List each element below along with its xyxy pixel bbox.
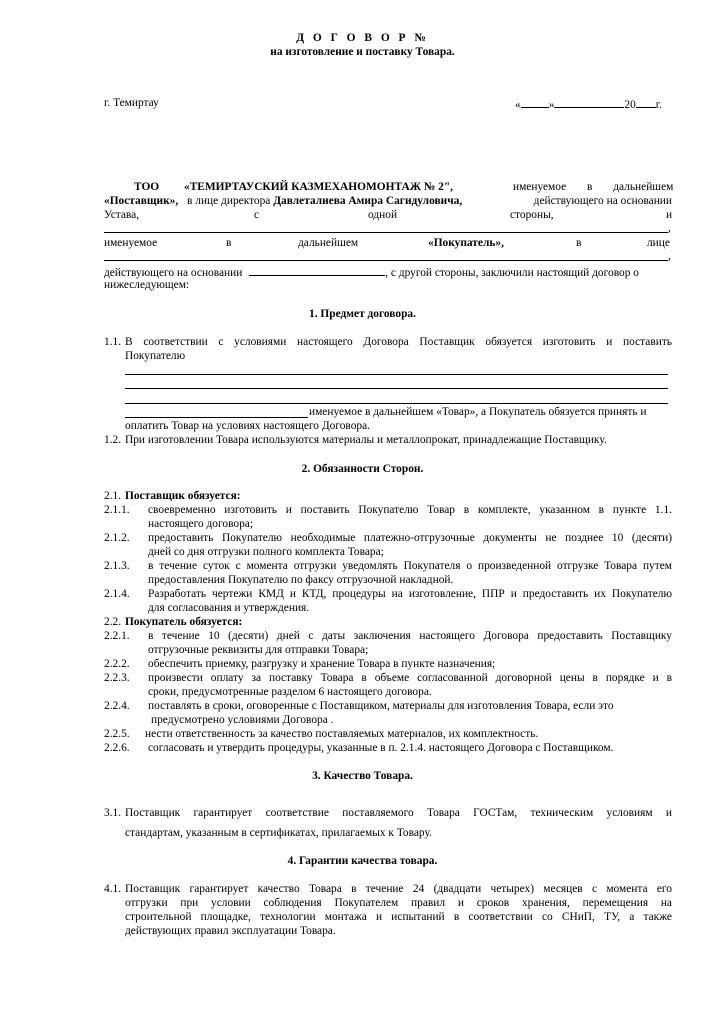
buyer-name-blank xyxy=(104,232,668,233)
goods-description-blank-3 xyxy=(125,403,668,404)
clause-1-1-number: 1.1. xyxy=(104,336,122,348)
clause-2-2-4-line-2: предусмотрено условиями Договора . xyxy=(151,714,334,726)
clause-1-2-number: 1.2. xyxy=(104,434,122,446)
clause-2-1-2-line-2: дней со дня отгрузки полного комплекта Товара; xyxy=(148,546,384,558)
clause-2-2-5-text: нести ответственность за качество поставляемых материалов, их комплектность. xyxy=(145,728,539,740)
month-blank xyxy=(554,96,624,108)
intro-following: нижеследующем: xyxy=(104,279,190,291)
clause-4-1-line-2: отгрузки при условии соблюдения Покупателем правил и сроков хранения, перемещения на xyxy=(125,897,672,909)
clause-2-2-number: 2.2. xyxy=(104,616,122,628)
clause-4-1-line-1: Поставщик гарантирует качество Товара в течение 24 (двадцати четырех) месяцев с момента его xyxy=(125,883,672,895)
clause-2-2-2-number: 2.2.2. xyxy=(104,658,130,670)
section-1-heading: 1. Предмет договора. xyxy=(309,308,416,320)
document-title: Д О Г О В О Р № xyxy=(296,32,429,44)
clause-2-2-3-line-1: произвести оплату за поставку Товара в объеме согласованной договорной цены в порядке и в xyxy=(148,672,672,684)
clause-1-1-line-1: В соответствии с условиями настоящего Договора Поставщик обязуется изготовить и поставить xyxy=(125,336,672,348)
clause-2-1-4-line-1: Разработать чертежи КМД и КТД, процедуры на изготовление, ППР и предоставить их Покупателю xyxy=(148,588,672,600)
year-blank xyxy=(636,96,656,108)
date-suffix: г. xyxy=(655,99,663,111)
clause-1-2-text: При изготовлении Товара используются материалы и металлопрокат, принадлежащие Поставщику. xyxy=(125,434,607,446)
clause-2-2-4-line-1: поставлять в сроки, оговоренные с Поставщиком, материалы для изготовления Товара, если это xyxy=(148,700,614,712)
intro-with: с xyxy=(254,209,260,221)
clause-2-1-4-line-2: для согласования и утверждения. xyxy=(148,602,310,614)
clause-2-2-3-number: 2.2.3. xyxy=(104,672,130,684)
clause-2-2-1-line-2: отгрузочные реквизиты для отправки Товара; xyxy=(148,644,369,656)
date-close-quote: » xyxy=(548,99,555,111)
clause-2-2-heading: Покупатель обязуется: xyxy=(125,616,243,628)
intro-comma-1: , xyxy=(668,222,671,234)
date-open-quote: « xyxy=(515,99,521,111)
clause-2-1-3-line-1: в течение суток с момента отгрузки уведомлять Покупателя о произведенной отгрузке Товара путем xyxy=(148,560,672,572)
clause-2-1-2-line-1: предоставить Покупателю необходимые платежно-отгрузочные документы не позднее 10 (десяти) xyxy=(148,532,672,544)
clause-3-1-line-1: Поставщик гарантирует соответствие поставляемого Товара ГОСТам, техническим условиям и xyxy=(125,807,672,819)
intro-charter: Устава, xyxy=(104,209,140,221)
clause-4-1-line-3: строительной площадке, технологии монтажа и испытаний в соответствии со СНиП, ТУ, а также xyxy=(125,911,672,923)
section-4-heading: 4. Гарантии качества товара. xyxy=(287,855,438,867)
clause-2-2-6-number: 2.2.6. xyxy=(104,742,130,754)
year-prefix: 20 xyxy=(624,99,636,111)
intro-hereinafter: дальнейшем xyxy=(298,237,359,249)
goods-description-blank-2 xyxy=(125,388,668,389)
intro-named-hereinafter: именуемое в дальнейшем xyxy=(513,181,674,193)
intro-other-side: , с другой стороны, заключили настоящий договор о xyxy=(385,267,639,279)
goods-description-blank-1 xyxy=(125,374,668,375)
clause-2-2-4-number: 2.2.4. xyxy=(104,700,130,712)
section-2-heading: 2. Обязанности Сторон. xyxy=(301,463,424,475)
section-3-heading: 3. Качество Товара. xyxy=(312,770,413,782)
intro-in-2: в xyxy=(576,237,582,249)
intro-and: и xyxy=(666,209,673,221)
intro-acting-basis: действующего на основании xyxy=(533,195,672,207)
clause-2-2-1-number: 2.2.1. xyxy=(104,630,130,642)
clause-2-2-3-line-2: сроки, предусмотренные разделом 6 настоящего договора. xyxy=(148,686,432,698)
clause-3-1-number: 3.1. xyxy=(104,807,122,819)
goods-description-blank-4 xyxy=(125,417,308,418)
clause-2-1-2-number: 2.1.2. xyxy=(104,532,130,544)
intro-named: именуемое xyxy=(104,237,158,249)
clause-2-1-1-line-2: настоящего договора; xyxy=(148,518,253,530)
clause-2-1-3-number: 2.1.3. xyxy=(104,560,130,572)
day-blank xyxy=(521,96,549,108)
place-of-signing: г. Темиртау xyxy=(104,97,159,109)
intro-supplier-term: «Поставщик», xyxy=(104,195,179,207)
intro-person: лице xyxy=(647,237,670,249)
clause-2-1-4-number: 2.1.4. xyxy=(104,588,130,600)
clause-2-2-6-text: согласовать и утвердить процедуры, указанные в п. 2.1.4. настоящего Договора с Поставщиком. xyxy=(148,742,614,754)
intro-company-name: «ТЕМИРТАУСКИЙ КАЗМЕХАНОМОНТАЖ № 2", xyxy=(184,181,453,193)
clause-2-2-5-number: 2.2.5. xyxy=(104,728,130,740)
document-subtitle: на изготовление и поставку Товара. xyxy=(270,46,455,58)
clause-3-1-line-2: стандартам, указанным в сертификатах, прилагаемых к Товару. xyxy=(125,827,432,839)
intro-in: в xyxy=(226,237,232,249)
intro-acting-basis-2: действующего на основании xyxy=(104,267,243,279)
date-of-signing xyxy=(515,96,662,112)
clause-4-1-line-4: действующих правил эксплуатации Товара. xyxy=(125,925,336,937)
clause-2-2-1-line-1: в течение 10 (десяти) дней с даты заключения настоящего Договора предоставить Поставщику xyxy=(148,630,672,642)
intro-comma-2: , xyxy=(668,250,671,262)
intro-company-prefix: ТОО xyxy=(134,181,160,193)
clause-1-1-line-5: именуемое в дальнейшем «Товар», а Покупатель обязуется принять и xyxy=(309,406,647,418)
clause-2-1-heading: Поставщик обязуется: xyxy=(125,490,241,502)
intro-director-name: Давлеталиева Амира Сагидуловича, xyxy=(273,195,463,207)
intro-side: стороны, xyxy=(510,209,554,221)
intro-line-2 xyxy=(104,194,672,208)
clause-2-1-1-line-1: своевременно изготовить и поставить Покупателю Товар в комплекте, указанном в пункте 1.1. xyxy=(148,504,672,516)
clause-2-1-number: 2.1. xyxy=(104,490,122,502)
clause-2-1-1-number: 2.1.1. xyxy=(104,504,130,516)
intro-buyer-term: «Покупатель», xyxy=(428,237,504,249)
clause-2-2-2-text: обеспечить приемку, разгрузку и хранение Товара в пункте назначения; xyxy=(148,658,496,670)
intro-represented-by: в лице директора xyxy=(187,195,271,207)
clause-4-1-number: 4.1. xyxy=(104,883,122,895)
intro-one: одной xyxy=(368,209,398,221)
buyer-basis-blank xyxy=(249,264,385,276)
clause-1-1-line-2: Покупателю xyxy=(125,350,186,362)
clause-2-1-3-line-2: предоставления Покупателю по факсу отгрузочной накладной. xyxy=(148,574,454,586)
buyer-representative-blank xyxy=(104,260,668,261)
clause-1-1-line-6: оплатить Товар на условиях настоящего Договора. xyxy=(125,420,370,432)
